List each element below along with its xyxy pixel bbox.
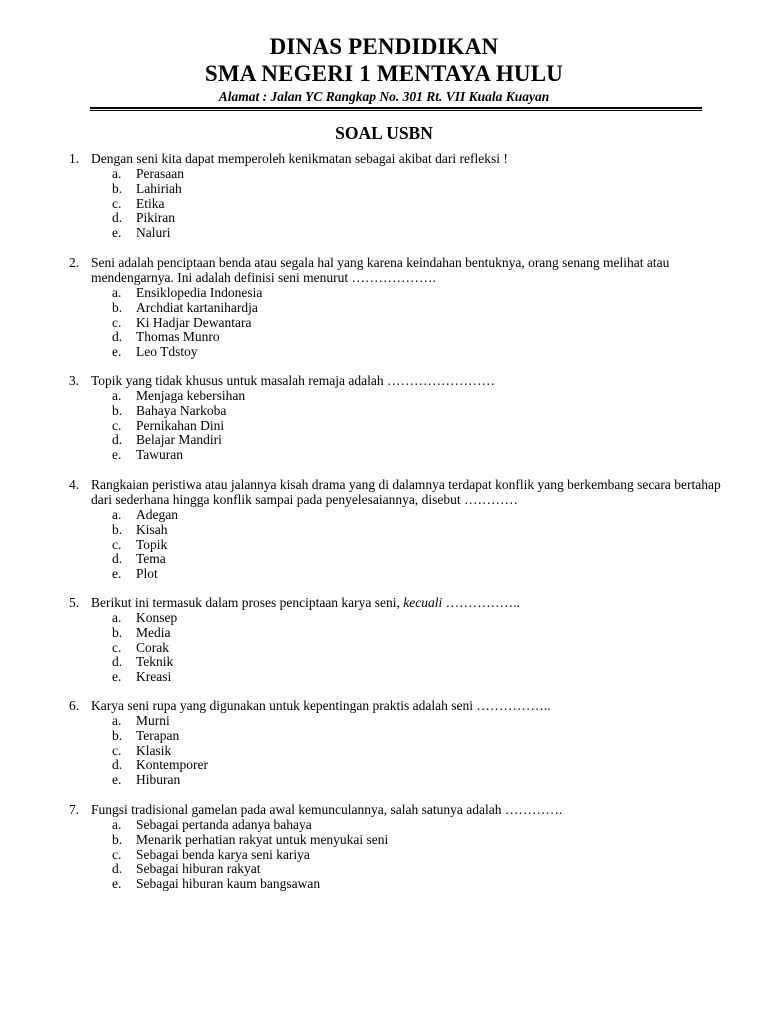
option-text: Kontemporer xyxy=(136,757,208,773)
question-text-line xyxy=(91,699,723,714)
option-a xyxy=(0,286,768,301)
option-e xyxy=(0,773,768,788)
question-number: 3. xyxy=(69,373,80,388)
option-letter: e. xyxy=(112,566,122,582)
option-text: Konsep xyxy=(136,610,178,625)
option-letter: d. xyxy=(112,551,123,567)
option-letter: b. xyxy=(112,180,123,196)
option-d xyxy=(0,552,768,567)
option-letter: d. xyxy=(112,654,123,670)
option-letter: d. xyxy=(112,861,123,877)
question-text-line xyxy=(91,803,723,818)
option-text: Menarik perhatian rakyat untuk menyukai seni xyxy=(136,831,389,847)
option-e xyxy=(0,567,768,582)
question-text: mendengarnya. Ini adalah definisi seni menurut xyxy=(91,270,349,285)
option-a xyxy=(0,611,768,626)
option-letter: b. xyxy=(112,727,123,743)
option-d xyxy=(0,211,768,226)
option-letter: b. xyxy=(112,624,123,640)
option-letter: c. xyxy=(112,417,122,433)
option-text: Sebagai benda karya seni kariya xyxy=(136,846,310,862)
option-letter: a. xyxy=(112,713,122,728)
option-letter: b. xyxy=(112,831,123,847)
option-text: Kisah xyxy=(136,521,168,537)
option-text: Naluri xyxy=(136,225,171,241)
option-letter: a. xyxy=(112,285,122,300)
option-text: Corak xyxy=(136,639,169,655)
option-text: Ensiklopedia Indonesia xyxy=(136,285,263,300)
option-letter: d. xyxy=(112,757,123,773)
question-text-line xyxy=(91,374,723,389)
header-address: Alamat : Jalan YC Rangkap No. 301 Rt. VII Kuala Kuayan xyxy=(218,89,550,104)
option-text: Archdiat kartanihardja xyxy=(136,299,258,315)
option-letter: b. xyxy=(112,402,123,418)
option-e xyxy=(0,877,768,892)
question-number: 6. xyxy=(69,698,80,713)
option-d xyxy=(0,330,768,345)
option-a xyxy=(0,389,768,404)
option-letter: e. xyxy=(112,876,122,892)
option-letter: e. xyxy=(112,447,122,463)
option-c xyxy=(0,848,768,863)
question-1 xyxy=(0,152,768,241)
option-b xyxy=(0,404,768,419)
option-text: Hiburan xyxy=(136,772,181,788)
question-text-line-2 xyxy=(91,493,723,508)
option-a xyxy=(0,714,768,729)
option-e xyxy=(0,226,768,241)
option-c xyxy=(0,316,768,331)
school-header xyxy=(0,33,768,107)
option-text: Tawuran xyxy=(136,447,184,463)
answer-blank: ………………. xyxy=(351,270,436,285)
header-agency: DINAS PENDIDIKAN xyxy=(269,34,499,59)
option-b xyxy=(0,301,768,316)
option-text: Murni xyxy=(136,713,170,728)
option-letter: a. xyxy=(112,507,122,522)
option-text: Leo Tdstoy xyxy=(136,344,198,360)
option-text: Bahaya Narkoba xyxy=(136,402,227,418)
option-c xyxy=(0,197,768,212)
option-d xyxy=(0,433,768,448)
question-text: Fungsi tradisional gamelan pada awal kemunculannya, salah satunya adalah xyxy=(91,802,502,817)
option-a xyxy=(0,167,768,182)
header-school-name: SMA NEGERI 1 MENTAYA HULU xyxy=(204,61,564,86)
option-letter: a. xyxy=(112,817,122,832)
option-text: Teknik xyxy=(136,654,174,670)
option-letter: c. xyxy=(112,536,122,552)
answer-blank: …………….. xyxy=(445,595,520,610)
question-number: 5. xyxy=(69,595,80,610)
question-emphasis: kecuali xyxy=(403,595,443,610)
option-d xyxy=(0,655,768,670)
option-text: Menjaga kebersihan xyxy=(136,388,246,403)
option-text: Kreasi xyxy=(136,669,172,685)
option-letter: b. xyxy=(112,521,123,537)
option-letter: a. xyxy=(112,166,122,181)
option-e xyxy=(0,448,768,463)
option-text: Belajar Mandiri xyxy=(136,432,222,448)
option-text: Klasik xyxy=(136,742,172,758)
option-e xyxy=(0,670,768,685)
option-text: Perasaan xyxy=(136,166,184,181)
question-number: 2. xyxy=(69,255,80,270)
option-letter: c. xyxy=(112,639,122,655)
option-letter: c. xyxy=(112,195,122,211)
option-b xyxy=(0,833,768,848)
question-text-line-2 xyxy=(91,271,723,286)
option-text: Topik xyxy=(136,536,168,552)
option-letter: e. xyxy=(112,225,122,241)
option-c xyxy=(0,641,768,656)
answer-blank: …………………… xyxy=(386,373,495,388)
option-letter: e. xyxy=(112,344,122,360)
question-6 xyxy=(0,699,768,788)
question-text: Karya seni rupa yang digunakan untuk kepentingan praktis adalah seni xyxy=(91,698,474,713)
option-text: Lahiriah xyxy=(136,180,182,196)
question-text: Berikut ini termasuk dalam proses penciptaan karya seni, xyxy=(91,595,400,610)
option-a xyxy=(0,508,768,523)
header-divider-thick xyxy=(90,107,702,109)
question-7 xyxy=(0,803,768,892)
question-text: dari sederhana hingga konflik sampai pada penyelesaiannya, disebut xyxy=(91,492,461,507)
option-letter: d. xyxy=(112,210,123,226)
option-text: Sebagai pertanda adanya bahaya xyxy=(136,817,312,832)
option-letter: a. xyxy=(112,388,122,403)
option-letter: d. xyxy=(112,329,123,345)
question-4 xyxy=(0,478,768,582)
option-a xyxy=(0,818,768,833)
option-letter: d. xyxy=(112,432,123,448)
option-letter: c. xyxy=(112,742,122,758)
option-text: Ki Hadjar Dewantara xyxy=(136,314,252,330)
option-text: Etika xyxy=(136,195,165,211)
question-text-line xyxy=(91,596,723,611)
question-text-line-1: Rangkaian peristiwa atau jalannya kisah drama yang di dalamnya terdapat konflik yang berkembang secara bertahap xyxy=(91,477,721,492)
question-2 xyxy=(0,256,768,360)
exam-title: SOAL USBN xyxy=(335,123,433,143)
question-text-line-1: Seni adalah penciptaan benda atau segala hal yang karena keindahan bentuknya, orang senang melihat atau xyxy=(91,255,670,270)
option-letter: a. xyxy=(112,610,122,625)
option-b xyxy=(0,523,768,538)
question-number: 4. xyxy=(69,477,80,492)
option-text: Media xyxy=(136,624,171,640)
option-text: Terapan xyxy=(136,727,180,743)
option-e xyxy=(0,345,768,360)
option-b xyxy=(0,626,768,641)
option-text: Pikiran xyxy=(136,210,175,226)
option-letter: c. xyxy=(112,314,122,330)
option-c xyxy=(0,538,768,553)
question-text: Dengan seni kita dapat memperoleh kenikmatan sebagai akibat dari refleksi ! xyxy=(91,151,508,166)
option-c xyxy=(0,744,768,759)
option-text: Pernikahan Dini xyxy=(136,417,225,433)
option-text: Tema xyxy=(136,551,166,567)
option-text: Sebagai hiburan kaum bangsawan xyxy=(136,876,321,892)
answer-blank: …………. xyxy=(504,802,563,817)
question-5 xyxy=(0,596,768,685)
answer-blank: …………….. xyxy=(476,698,551,713)
question-number: 7. xyxy=(69,802,80,817)
option-letter: e. xyxy=(112,669,122,685)
option-letter: c. xyxy=(112,846,122,862)
option-text: Adegan xyxy=(136,507,178,522)
option-text: Thomas Munro xyxy=(136,329,220,345)
question-text: Topik yang tidak khusus untuk masalah remaja adalah xyxy=(91,373,384,388)
option-b xyxy=(0,729,768,744)
question-3 xyxy=(0,374,768,463)
option-text: Sebagai hiburan rakyat xyxy=(136,861,261,877)
question-number: 1. xyxy=(69,151,80,166)
option-b xyxy=(0,182,768,197)
header-divider-thin xyxy=(90,110,702,111)
option-c xyxy=(0,419,768,434)
option-letter: e. xyxy=(112,772,122,788)
answer-blank: ………… xyxy=(464,492,518,507)
option-d xyxy=(0,758,768,773)
option-letter: b. xyxy=(112,299,123,315)
option-text: Plot xyxy=(136,566,158,582)
option-d xyxy=(0,862,768,877)
